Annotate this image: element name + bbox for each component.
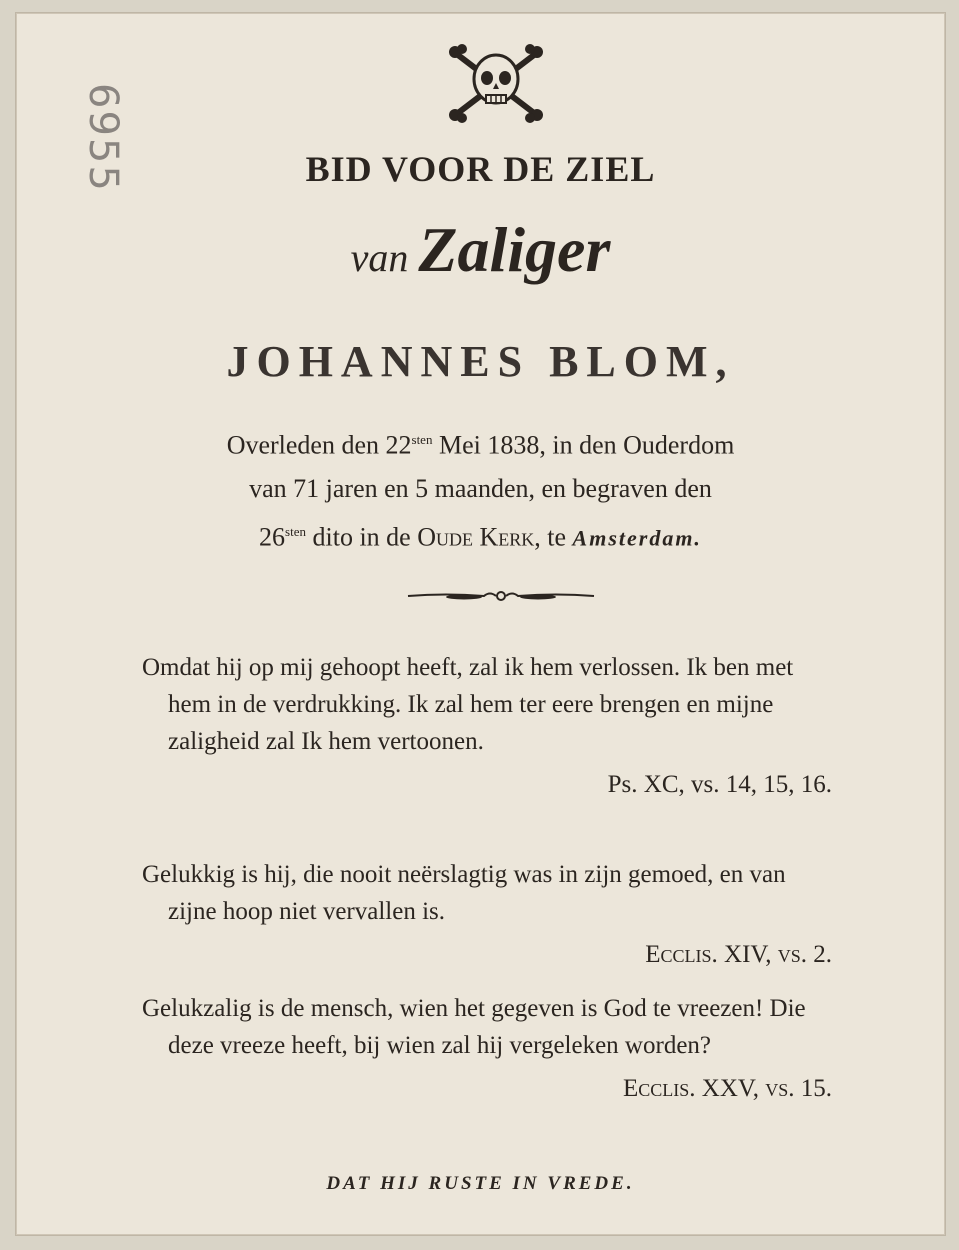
subheading xyxy=(16,213,945,287)
death-line-2: van 71 jaren en 5 maanden, en begraven den xyxy=(249,473,712,503)
divider-ornament-icon xyxy=(406,585,596,607)
verse-1-text: Omdat hij op mij gehoopt heeft, zal ik hem verlossen. Ik ben met hem in de verdrukking. Ik zal hem ter eere brengen en mijne zaligheid zal Ik hem vertoonen. xyxy=(142,654,794,755)
closing-line: DAT HIJ RUSTE IN VREDE. xyxy=(326,1173,635,1194)
verse-2-text: Gelukkig is hij, die nooit neërslagtig was in zijn gemoed, en van zijne hoop niet vervallen is. xyxy=(142,861,786,925)
verse-2-reference: Ecclis. XIV, vs. 2. xyxy=(645,941,832,968)
death-line-1-a: Overleden den 22 xyxy=(226,430,412,460)
death-line-1 xyxy=(16,418,945,467)
verse-1 xyxy=(142,649,832,803)
death-line-1-sup: sten xyxy=(411,432,433,447)
verse-1-reference: Ps. XC, vs. 14, 15, 16. xyxy=(607,771,832,798)
verse-3-text: Gelukzalig is de mensch, wien het gegeven is God te vreezen! Die deze vreeze heeft, bij wien zal hij vergeleken worden? xyxy=(142,995,806,1059)
verse-3-reference: Ecclis. XXV, vs. 15. xyxy=(623,1075,832,1102)
archive-number: 6955 xyxy=(80,83,126,193)
death-line-3 xyxy=(16,510,945,560)
heading: BID VOOR DE ZIEL xyxy=(305,149,656,189)
death-notice xyxy=(16,418,945,559)
city-name: Amsterdam. xyxy=(572,525,702,551)
subheading-word: Zaliger xyxy=(418,214,611,285)
death-line-3-c: , te xyxy=(534,522,573,552)
death-line-1-b: Mei 1838, in den Ouderdom xyxy=(432,430,735,460)
deceased-name: JOHANNES BLOM, xyxy=(226,337,735,386)
death-line-3-sup: sten xyxy=(285,523,306,539)
death-line-3-a: 26 xyxy=(259,522,286,552)
skull-crossbones-icon xyxy=(446,43,546,123)
church-name: Oude Kerk xyxy=(417,522,535,552)
memorial-card xyxy=(16,13,945,1235)
subheading-prefix: van xyxy=(350,235,409,280)
death-line-3-b: dito in de xyxy=(306,522,418,552)
verse-3 xyxy=(142,990,832,1107)
verse-2 xyxy=(142,856,832,973)
